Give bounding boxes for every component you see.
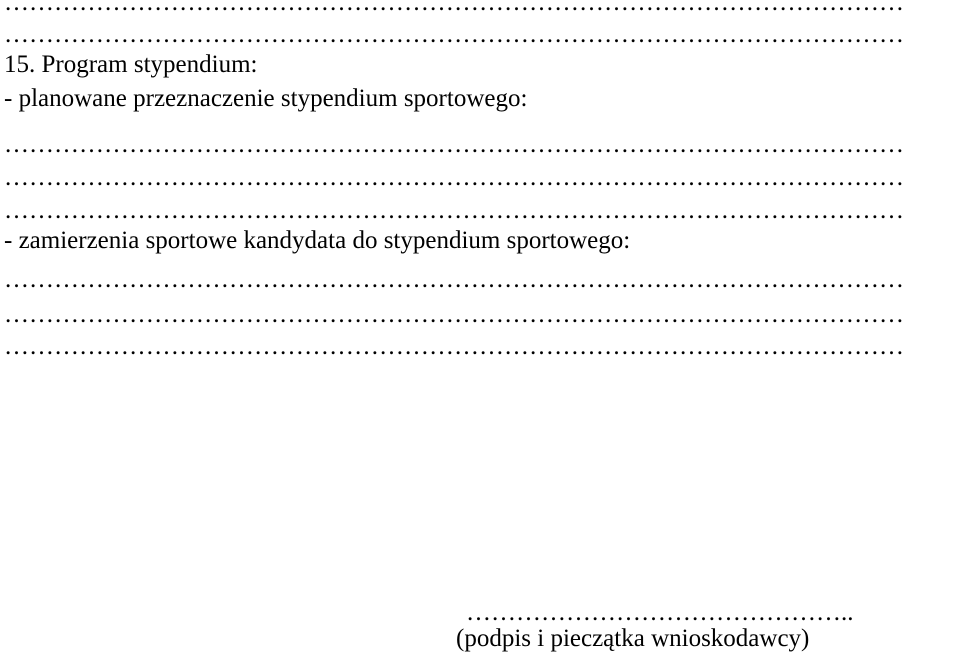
planned-use-field-line-2[interactable]: ……………………………………………………………………………………………… bbox=[4, 164, 904, 191]
sport-goals-label: - zamierzenia sportowe kandydata do stypendium sportowego: bbox=[4, 227, 631, 254]
planned-use-label: - planowane przeznaczenie stypendium sportowego: bbox=[4, 85, 528, 112]
signature-caption: (podpis i pieczątka wnioskodawcy) bbox=[456, 625, 810, 652]
signature-field-line[interactable]: ……………………………………….. bbox=[466, 599, 854, 626]
section-heading: 15. Program stypendium: bbox=[4, 51, 258, 78]
dotted-line-top-2: ……………………………………………………………………………………………… bbox=[4, 21, 904, 48]
planned-use-field-line-1[interactable]: ……………………………………………………………………………………………… bbox=[4, 131, 904, 158]
sport-goals-field-line-1[interactable]: ……………………………………………………………………………………………… bbox=[4, 266, 904, 293]
sport-goals-field-line-3[interactable]: ……………………………………………………………………………………………… bbox=[4, 333, 904, 360]
sport-goals-field-line-2[interactable]: ……………………………………………………………………………………………… bbox=[4, 301, 904, 328]
dotted-line-top-1: ……………………………………………………………………………………………… bbox=[4, 0, 904, 16]
planned-use-field-line-3[interactable]: ……………………………………………………………………………………………… bbox=[4, 197, 904, 224]
